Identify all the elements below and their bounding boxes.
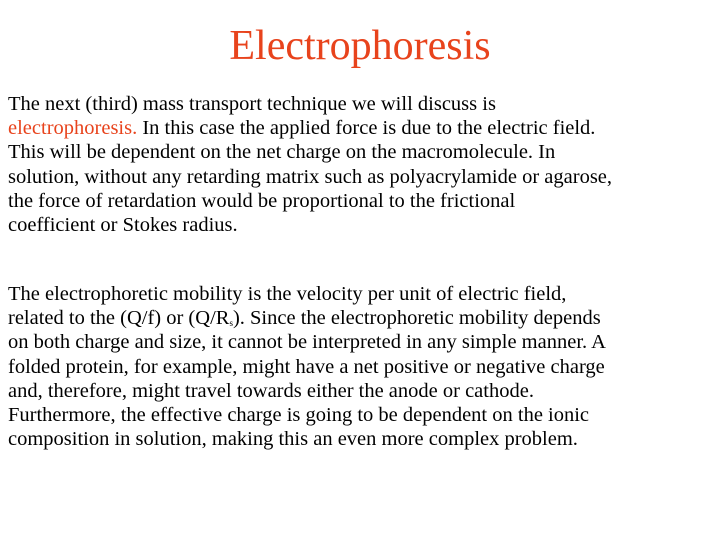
- paragraph2-line1: The electrophoretic mobility is the velocity per unit of electric field,: [8, 283, 567, 305]
- paragraph2-line2-start: related to the (Q/f) or (Q/R: [8, 307, 230, 330]
- slide-title: Electrophoresis: [229, 23, 491, 69]
- paragraph1-line6: coefficient or Stokes radius.: [8, 214, 238, 237]
- paragraph1-line2-rest: In this case the applied force is due to the electric field.: [137, 117, 596, 140]
- paragraph2-line6: Furthermore, the effective charge is going to be dependent on the ionic: [8, 404, 590, 427]
- paragraph2-line3: on both charge and size, it cannot be interpreted in any simple manner. A: [8, 331, 606, 354]
- paragraph1-line1: The next (third) mass transport technique we will discuss is: [8, 93, 496, 115]
- electrophoresis-term: electrophoresis.: [8, 117, 138, 140]
- stokes-radius-subscript: s: [229, 318, 233, 329]
- paragraph2-line2-end: ). Since the electrophoretic mobility depends: [232, 307, 601, 330]
- paragraph2-line5: and, therefore, might travel towards either the anode or cathode.: [8, 379, 534, 402]
- paragraph2-line4: folded protein, for example, might have a net positive or negative charge: [8, 355, 605, 378]
- paragraph2-line2: [8, 306, 714, 330]
- paragraph1-line2: [8, 116, 714, 140]
- paragraph-mass-transport: [8, 92, 714, 237]
- paragraph1-line5: the force of retardation would be proportional to the frictional: [8, 189, 516, 212]
- paragraph-mobility: [8, 282, 714, 451]
- paragraph1-line3: This will be dependent on the net charge on the macromolecule. In: [8, 141, 556, 164]
- paragraph2-line7: composition in solution, making this an even more complex problem.: [8, 428, 578, 451]
- paragraph1-line4: solution, without any retarding matrix such as polyacrylamide or agarose,: [8, 165, 613, 188]
